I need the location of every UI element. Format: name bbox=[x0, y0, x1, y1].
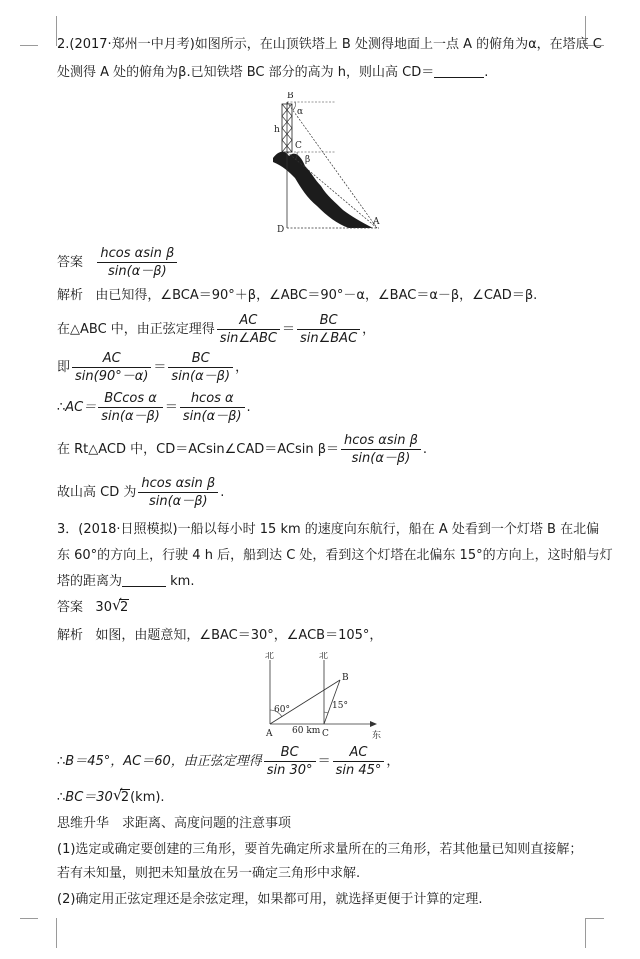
problem3-line2: 东 60°的方向上，行驶 4 h 后，船到达 C 处，看到这个灯塔在北偏东 15°的方向上，这时船与灯 bbox=[57, 548, 613, 563]
summary-p2: (2)确定用正弦定理还是余弦定理，如果都可用，就选择更便于计算的定理. bbox=[57, 892, 483, 907]
answer-fraction: $\frac{\text{hcos αsin β}}{\sin(\alpha-\beta)}$ bbox=[97, 245, 177, 280]
problem2-step1: 在△ABC 中，由正弦定理得 $\frac{AC}{\text{sin∠ABC}}$ ＝ $\frac{BC}{\text{sin∠BAC}}$ ， bbox=[57, 313, 376, 346]
summary-title: 思维升华 求距离、高度问题的注意事项 bbox=[57, 816, 292, 831]
crop-mark bbox=[586, 918, 604, 919]
mountain-shape bbox=[273, 152, 373, 228]
crop-mark bbox=[20, 918, 38, 919]
problem2-step2: 即 $\frac{AC}{\sin(90^\circ-\alpha)}$ ＝ $\frac{BC}{\sin(\alpha-\beta)}$ ， bbox=[57, 351, 249, 384]
label-a: A bbox=[266, 729, 273, 739]
label-d: D bbox=[277, 225, 285, 234]
mountain-tower-figure bbox=[265, 92, 395, 234]
crop-mark bbox=[38, 918, 57, 948]
problem3-answer: 答案 30 √ 2 bbox=[57, 596, 129, 615]
navigation-figure bbox=[262, 652, 387, 742]
summary-p1-line2: 若有未知量，则把未知量放在另一确定三角形中求解. bbox=[57, 866, 361, 881]
label-angle-60: 60° bbox=[274, 705, 290, 715]
problem2-analysis: 解析 由已知得，∠BCA＝90°＋β，∠ABC＝90°－α，∠BAC＝α－β，∠CAD＝β. bbox=[57, 288, 538, 303]
crop-mark bbox=[20, 45, 38, 64]
problem2-step4: 在 Rt△ACD 中，CD＝ACsin∠CAD＝ACsin β＝ $\frac{\text{hcos αsin β}}{\sin(\alpha-\beta)}$ . bbox=[57, 433, 428, 466]
label-b: B bbox=[287, 92, 294, 101]
problem2-step3: ∴AC＝ $\frac{\text{BCcos α}}{\sin(\alpha-\beta)}$ ＝ $\frac{\text{hcos α}}{\sin(\alpha-\beta)}$ . bbox=[57, 391, 251, 424]
answer-blank bbox=[122, 572, 166, 587]
problem2-answer: 答案 $\frac{\text{hcos αsin β}}{\sin(\alpha-\beta)}$ bbox=[57, 245, 179, 281]
label-alpha: α bbox=[297, 107, 304, 117]
problem3-analysis: 解析 如图，由题意知，∠BAC＝30°，∠ACB＝105°， bbox=[57, 628, 383, 643]
label-east: 东 bbox=[372, 731, 382, 741]
problem3-step2: ∴BC＝30 √ 2(km). bbox=[57, 786, 165, 805]
answer-blank bbox=[434, 63, 484, 78]
crop-mark bbox=[585, 918, 604, 948]
label-north-1: 北 bbox=[265, 652, 275, 661]
problem3-line1: 3．(2018·日照模拟)一船以每小时 15 km 的速度向东航行，船在 A 处看到一个灯塔 B 在北偏 bbox=[57, 522, 600, 537]
crop-mark bbox=[38, 16, 57, 46]
label-c: C bbox=[322, 729, 329, 739]
problem3-step1: ∴B＝45°，AC＝60，由正弦定理得 $\frac{BC}{\sin 30^\circ}$ ＝ $\frac{AC}{\sin 45^\circ}$ ， bbox=[57, 745, 400, 778]
label-beta: β bbox=[305, 155, 311, 165]
label-angle-15: 15° bbox=[332, 701, 348, 711]
label-b: B bbox=[342, 673, 349, 683]
label-distance: 60 km bbox=[292, 726, 321, 736]
label-a: A bbox=[373, 217, 380, 227]
problem2-step5: 故山高 CD 为 $\frac{\text{hcos αsin β}}{\sin(\alpha-\beta)}$ . bbox=[57, 476, 225, 509]
problem2-line2: 处测得 A 处的俯角为β.已知铁塔 BC 部分的高为 h，则山高 CD＝ . bbox=[57, 65, 489, 80]
label-north-2: 北 bbox=[319, 652, 329, 661]
problem3-line3: 塔的距离为 km. bbox=[57, 574, 195, 589]
problem2-line1: 2.(2017·郑州一中月考)如图所示，在山顶铁塔上 B 处测得地面上一点 A 的俯角为α，在塔底 C bbox=[57, 37, 602, 52]
label-h: h bbox=[274, 125, 280, 135]
label-c: C bbox=[295, 141, 302, 151]
summary-p1-line1: (1)选定或确定要创建的三角形，要首先确定所求量所在的三角形，若其他量已知则直接解； bbox=[57, 842, 583, 857]
